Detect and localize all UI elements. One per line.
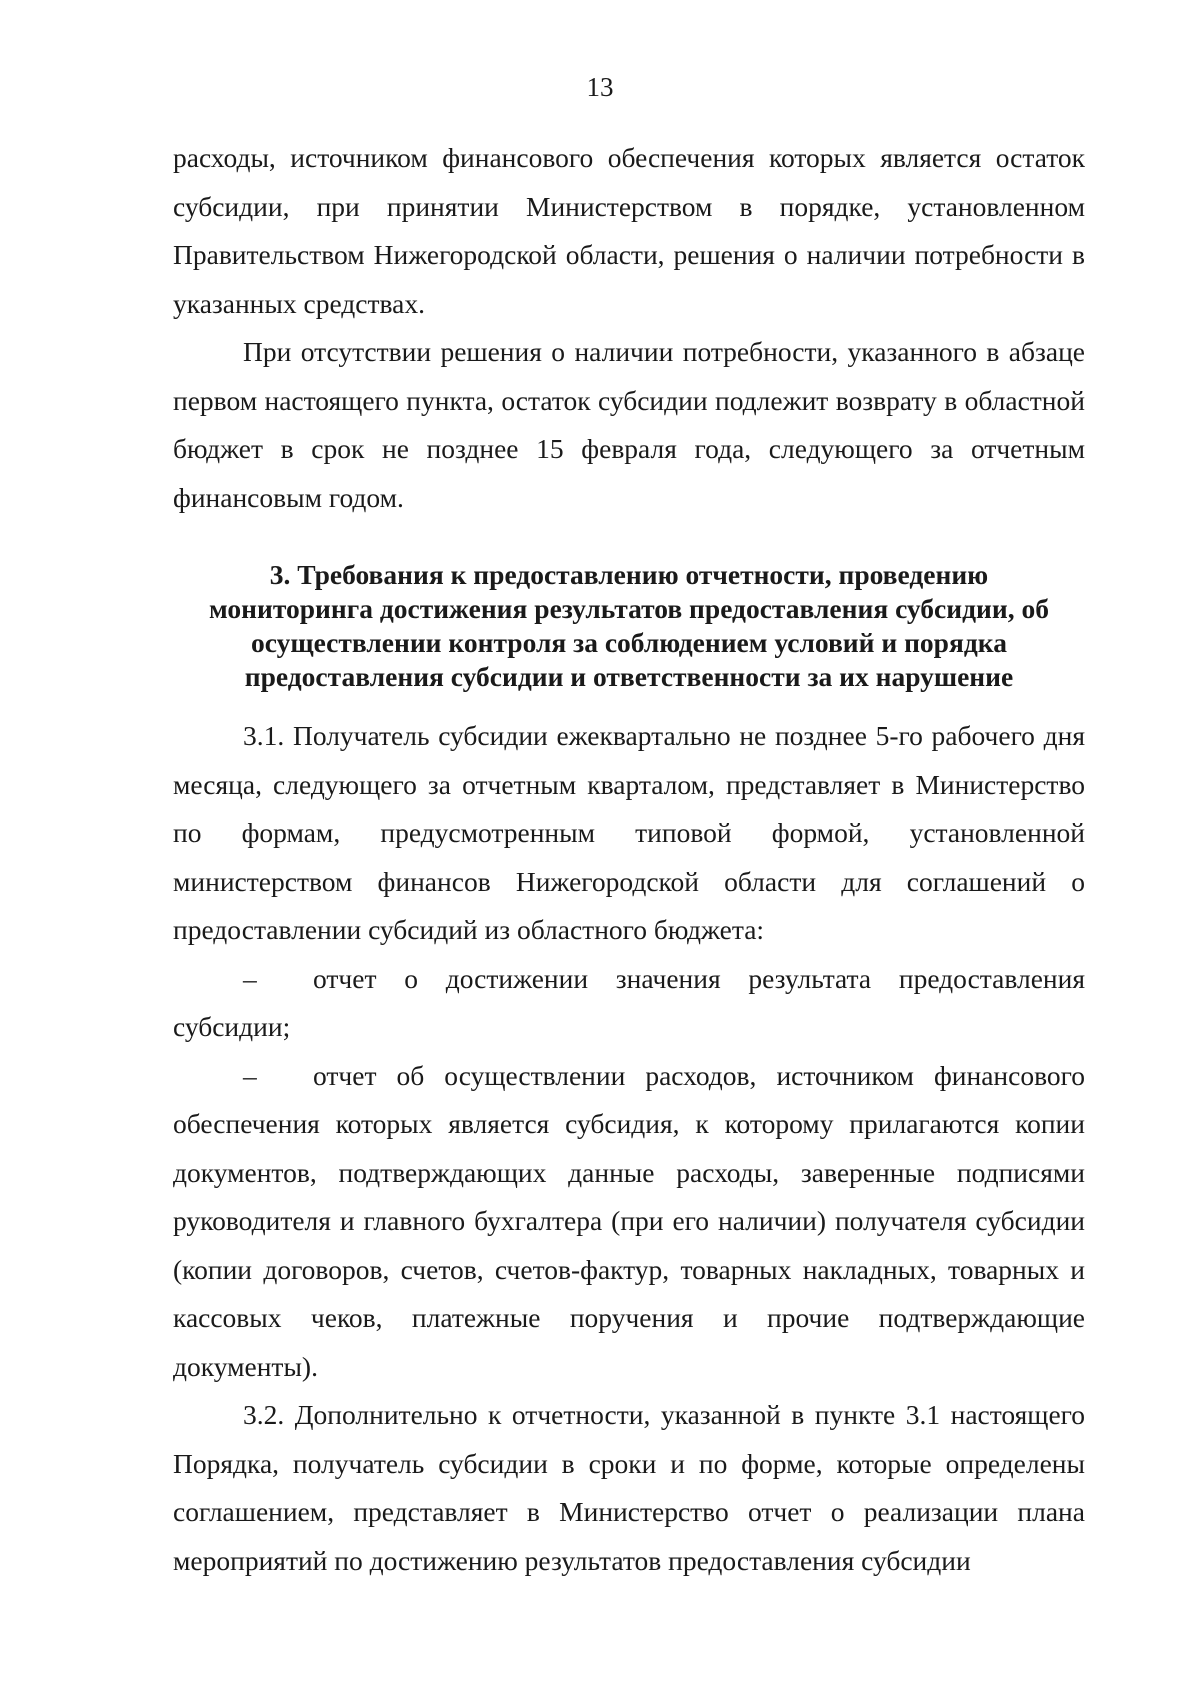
- list-item: [173, 955, 1085, 1052]
- section-heading-line: мониторинга достижения результатов предоставления субсидии, об: [209, 593, 1049, 624]
- paragraph-continuation: расходы, источником финансового обеспечения которых является остаток субсидии, при принятии Министерством в порядке, установленном Правительством Нижегородской области, решения о наличии потребности в указанных средствах.: [173, 142, 1085, 319]
- clause-3-2: 3.2. Дополнительно к отчетности, указанной в пункте 3.1 настоящего Порядка, получатель субсидии в сроки и по форме, которые определены соглашением, представляет в Министерство отчет о реализации плана мероприятий по достижению результатов предоставления субсидии: [173, 1399, 1085, 1576]
- section-heading-line: 3. Требования к предоставлению отчетности, проведению: [269, 559, 989, 590]
- paragraph-no-decision: При отсутствии решения о наличии потребности, указанного в абзаце первом настоящего пункта, остаток субсидии подлежит возврату в областной бюджет в срок не позднее 15 февраля года, следующего за отчетным финансовым годом.: [173, 336, 1085, 513]
- page-number: 13: [586, 72, 614, 102]
- dash-marker: –: [243, 1059, 257, 1091]
- section-heading: [173, 558, 1085, 694]
- document-body: [173, 134, 1085, 1585]
- list-item: [173, 1052, 1085, 1392]
- list-item-text: отчет о достижении значения результата предоставления субсидии;: [173, 962, 1085, 1042]
- clause-3-1: 3.1. Получатель субсидии ежеквартально не позднее 5-го рабочего дня месяца, следующего за отчетным кварталом, представляет в Министерство по формам, предусмотренным типовой формой, установленной министерством финансов Нижегородской области для соглашений о предоставлении субсидий из областного бюджета:: [173, 720, 1085, 945]
- dash-marker: –: [243, 962, 257, 994]
- section-heading-line: осуществлении контроля за соблюдением условий и порядка: [251, 627, 1007, 658]
- list-item-text: отчет об осуществлении расходов, источником финансового обеспечения которых является субсидия, к которому прилагаются копии документов, подтверждающих данные расходы, заверенные подписями руководителя и главного бухгалтера (при его наличии) получателя субсидии (копии договоров, счетов, счетов-фактур, товарных накладных, товарных и кассовых чеков, платежные поручения и прочие подтверждающие документы).: [173, 1059, 1085, 1382]
- section-heading-line: предоставления субсидии и ответственности за их нарушение: [244, 661, 1014, 692]
